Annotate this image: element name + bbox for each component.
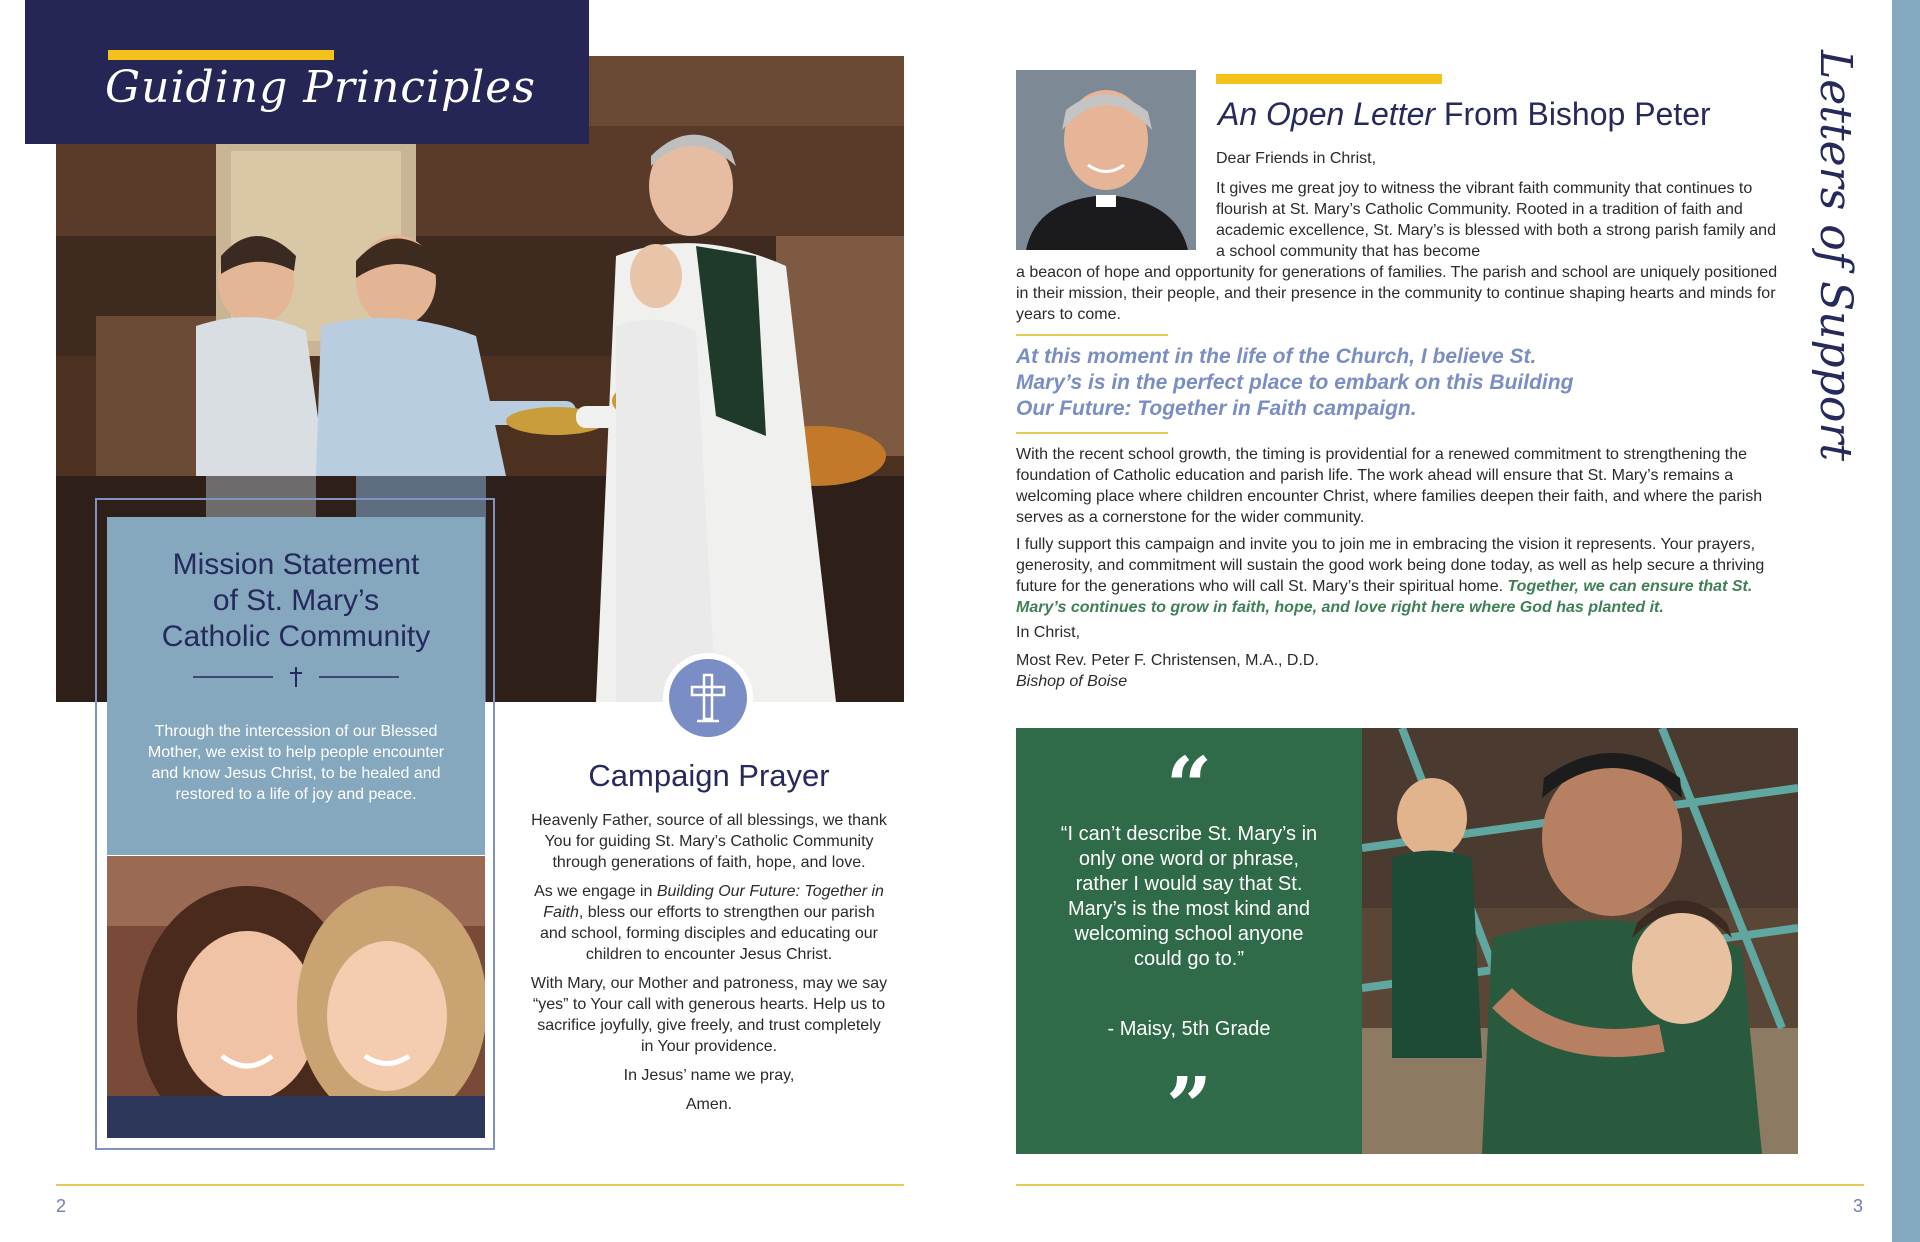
cross-icon: [669, 659, 747, 737]
prayer-paragraph: Amen.: [685, 1096, 733, 1113]
sidebar-strip: [1892, 0, 1920, 1242]
mission-title-line: Catholic Community: [161, 620, 431, 653]
mission-card: [107, 517, 485, 855]
cross-badge-inner: [669, 659, 747, 737]
campaign-name: Building Our Future: Together in Faith: [543, 883, 884, 921]
students-girls-photo: [107, 856, 485, 1138]
footer-rule-left: [56, 1184, 904, 1186]
letter-paragraph: It gives me great joy to witness the vibrant faith community that continues to flourish at St. Mary’s Catholic Community. Rooted in a tradition of faith and academic excellence, St. Mary’s is blessed with both a strong parish family and a school community that has become: [1216, 180, 1776, 260]
letter-salutation: Dear Friends in Christ,: [1216, 150, 1377, 167]
close-quote-icon: ”: [1165, 1059, 1212, 1153]
footer-rule-right: [1016, 1184, 1864, 1186]
vertical-script-title: [1806, 50, 1876, 462]
mission-title-line: Mission Statement: [172, 548, 420, 581]
prayer-paragraph: In Jesus’ name we pray,: [623, 1067, 795, 1084]
banner-accent-bar: [108, 50, 334, 60]
bishop-portrait: [1016, 70, 1196, 250]
letter-text: I fully support this campaign and invite you to join me in embracing the vision it represents. Your prayers, generosity, and commitment will sustain the good work being done today, as well as help secure a thriving future for the generations who will call St. Mary’s their spiritual home.: [1016, 536, 1765, 595]
section-banner: [25, 0, 589, 144]
letter-paragraph: [1016, 534, 1796, 618]
letter-closing: In Christ,: [1016, 624, 1081, 641]
prayer-body: [530, 810, 888, 1123]
letter-title: [1218, 96, 1711, 133]
testimonial-attribution: - Maisy, 5th Grade: [1107, 1018, 1271, 1040]
pull-quote-rule-bottom: [1016, 432, 1168, 434]
prayer-text: As we engage in: [534, 883, 657, 900]
letter-highlight: Together, we can ensure that St. Mary’s continues to grow in faith, hope, and love right here where God has planted it.: [1016, 578, 1753, 616]
prayer-text: , bless our efforts to strengthen our parish and school, forming disciples and educating our children to encounter Jesus Christ.: [540, 904, 878, 963]
letter-title-italic: An Open Letter: [1218, 96, 1436, 132]
letter-paragraph: a beacon of hope and opportunity for generations of families. The parish and school are uniquely positioned in their mission, their people, and their presence in the community to continue shaping hearts and minds for years to come.: [1016, 264, 1778, 323]
signature-title: Bishop of Boise: [1016, 673, 1128, 690]
mission-statement-text: Through the intercession of our Blessed Mother, we exist to help people encounter and know Jesus Christ, to be healed and restored to a life of joy and peace.: [147, 723, 445, 803]
prayer-paragraph: [530, 881, 888, 965]
cross-badge: [663, 653, 753, 743]
open-quote-icon: “: [1165, 739, 1212, 833]
letter-title-rest: From Bishop Peter: [1435, 96, 1711, 132]
banner-script-title: Guiding Principles: [105, 62, 536, 113]
vertical-script-text: Letters of Support: [1810, 50, 1861, 462]
prayer-paragraph: Heavenly Father, source of all blessings, we thank You for guiding St. Mary’s Catholic Community through generations of faith, hope, and love.: [531, 812, 887, 871]
prayer-paragraph: With Mary, our Mother and patroness, may we say “yes” to Your call with generous hearts. Help us to sacrifice joyfully, give freely, and trust completely in Your providence.: [530, 975, 888, 1055]
letter-accent-bar: [1216, 74, 1442, 84]
students-boys-photo: [1362, 728, 1798, 1154]
pull-quote-rule-top: [1016, 334, 1168, 336]
testimonial-box: [1016, 728, 1362, 1154]
testimonial-quote: “I can’t describe St. Mary’s in only one word or phrase, rather I would say that St. Mary’s is the most kind and welcoming school anyone could go to.”: [1060, 823, 1318, 970]
signature-name: Most Rev. Peter F. Christensen, M.A., D.D.: [1016, 652, 1319, 669]
letter-paragraph: With the recent school growth, the timing is providential for a renewed commitment to strengthening the foundation of Catholic education and parish life. The work ahead will ensure that St. Mary’s remains a welcoming place where children encounter Christ, where families deepen their faith, and where the parish serves as a cornerstone for the wider community.: [1016, 446, 1763, 526]
page-number-left: 2: [56, 1196, 67, 1216]
pull-quote: At this moment in the life of the Church, I believe St. Mary’s is in the perfect place to embark on this Building Our Future: Together in Faith campaign.: [1016, 345, 1574, 420]
mission-title: [107, 547, 485, 655]
mission-title-line: of St. Mary’s: [212, 584, 380, 617]
page-number-right: 3: [1853, 1196, 1864, 1216]
cross-divider-icon: [193, 665, 399, 689]
prayer-title: Campaign Prayer: [588, 758, 830, 793]
